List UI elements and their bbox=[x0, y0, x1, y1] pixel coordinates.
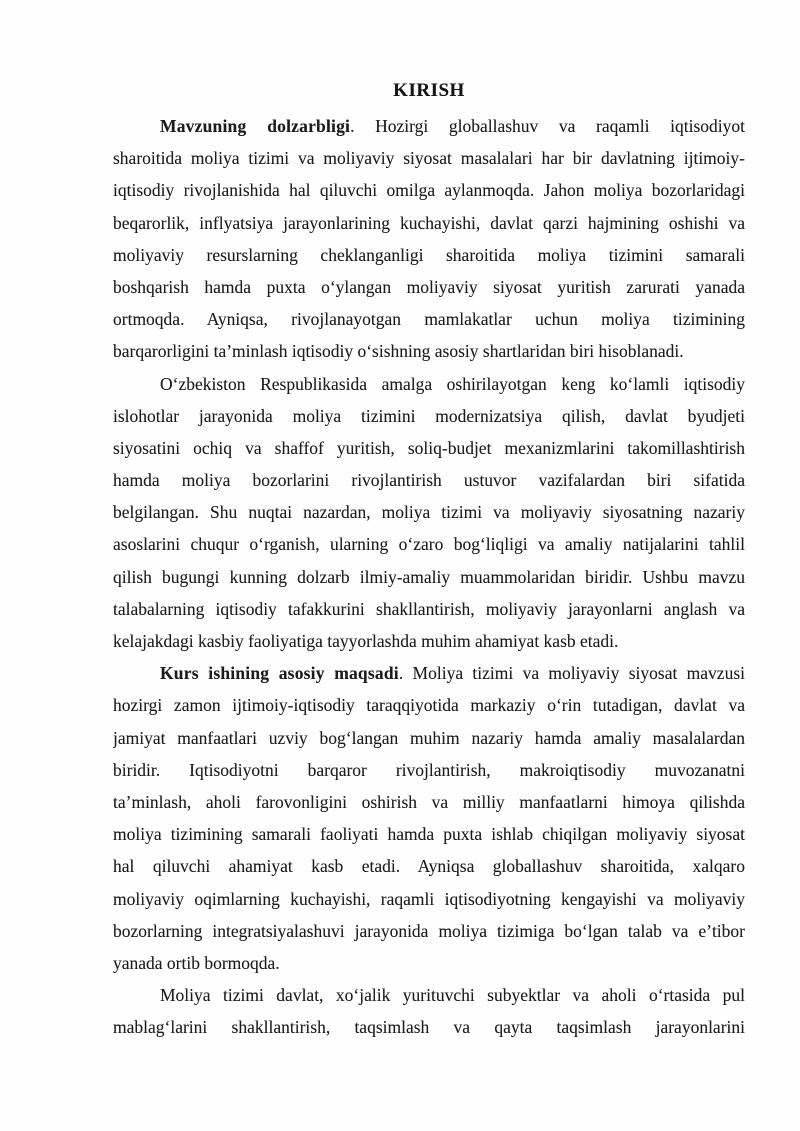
text-line: barqarorligini taʼminlash iqtisodiy oʻsishning asosiy shartlaridan biri hisoblanadi. bbox=[113, 341, 684, 362]
document-body bbox=[113, 110, 745, 1043]
paragraph bbox=[113, 979, 745, 1043]
text-line: yanada ortib bormoqda. bbox=[113, 952, 280, 973]
text-line: kelajakdagi kasbiy faoliyatiga tayyorlashda muhim ahamiyat kasb etadi. bbox=[113, 631, 619, 651]
text-line: moliyaviy oqimlarning kuchayishi, raqamli iqtisodiyotning kengayishi va moliyaviy bbox=[113, 888, 745, 909]
text-line: Kurs ishining asosiy maqsadi. Moliya tizimi va moliyaviy siyosat mavzusi bbox=[160, 663, 745, 684]
paragraph bbox=[113, 368, 745, 658]
paragraph-lead: Mavzuning dolzarbligi bbox=[160, 116, 351, 136]
text-line: jamiyat manfaatlari uzviy bogʻlangan muhim nazariy hamda amaliy masalalardan bbox=[113, 727, 745, 748]
text-line: Moliya tizimi davlat, xoʻjalik yurituvchi subyektlar va aholi oʻrtasida pul bbox=[160, 985, 745, 1006]
text-line: ortmoqda. Ayniqsa, rivojlanayotgan mamlakatlar uchun moliya tizimining bbox=[113, 309, 745, 330]
text-line: islohotlar jarayonida moliya tizimini modernizatsiya qilish, davlat byudjeti bbox=[113, 405, 745, 426]
page-title: KIRISH bbox=[393, 80, 465, 101]
text-line: moliya tizimining samarali faoliyati hamda puxta ishlab chiqilgan moliyaviy siyosat bbox=[113, 824, 745, 845]
paragraph bbox=[113, 657, 745, 979]
text-line: qilish bugungi kunning dolzarb ilmiy-amaliy muammolaridan biridir. Ushbu mavzu bbox=[113, 566, 745, 587]
text-line: beqarorlik, inflyatsiya jarayonlarining kuchayishi, davlat qarzi hajmining oshishi va bbox=[113, 212, 745, 233]
text-line: Mavzuning dolzarbligi. Hozirgi globallashuv va raqamli iqtisodiyot bbox=[160, 116, 745, 136]
text-line: Oʻzbekiston Respublikasida amalga oshirilayotgan keng koʻlamli iqtisodiy bbox=[160, 373, 745, 394]
text-line: siyosatini ochiq va shaffof yuritish, soliq-budjet mexanizmlarini takomillashtirish bbox=[113, 437, 745, 458]
text-line: talabalarning iqtisodiy tafakkurini shakllantirish, moliyaviy jarayonlarni anglash va bbox=[113, 598, 745, 619]
text-line: taʼminlash, aholi farovonligini oshirish va milliy manfaatlarni himoya qilishda bbox=[113, 791, 745, 812]
paragraph bbox=[113, 110, 745, 368]
text-line: biridir. Iqtisodiyotni barqaror rivojlantirish, makroiqtisodiy muvozanatni bbox=[113, 759, 745, 780]
text-line: belgilangan. Shu nuqtai nazardan, moliya tizimi va moliyaviy siyosatning nazariy bbox=[113, 502, 745, 523]
text-line: hal qiluvchi ahamiyat kasb etadi. Ayniqsa globallashuv sharoitida, xalqaro bbox=[113, 856, 745, 877]
text-line: hamda moliya bozorlarini rivojlantirish ustuvor vazifalardan biri sifatida bbox=[113, 470, 745, 491]
text-line: bozorlarning integratsiyalashuvi jarayonida moliya tizimiga boʻlgan talab va eʼtibor bbox=[113, 920, 745, 941]
text-line: iqtisodiy rivojlanishida hal qiluvchi omilga aylanmoqda. Jahon moliya bozorlaridagi bbox=[113, 180, 745, 201]
text-line: moliyaviy resurslarning cheklanganligi sharoitida moliya tizimini samarali bbox=[113, 244, 745, 265]
paragraph-lead: Kurs ishining asosiy maqsadi bbox=[160, 663, 399, 684]
text-line: sharoitida moliya tizimi va moliyaviy siyosat masalalari har bir davlatning ijtimoiy- bbox=[113, 148, 745, 169]
text-line: hozirgi zamon ijtimoiy-iqtisodiy taraqqiyotida markaziy oʻrin tutadigan, davlat va bbox=[113, 695, 745, 716]
text-line: mablagʻlarini shakllantirish, taqsimlash va qayta taqsimlash jarayonlarini bbox=[113, 1017, 745, 1038]
text-line: boshqarish hamda puxta oʻylangan moliyaviy siyosat yuritish zarurati yanada bbox=[113, 276, 745, 297]
text-line: asoslarini chuqur oʻrganish, ularning oʻzaro bogʻliqligi va amaliy natijalarini tahlil bbox=[113, 534, 745, 555]
